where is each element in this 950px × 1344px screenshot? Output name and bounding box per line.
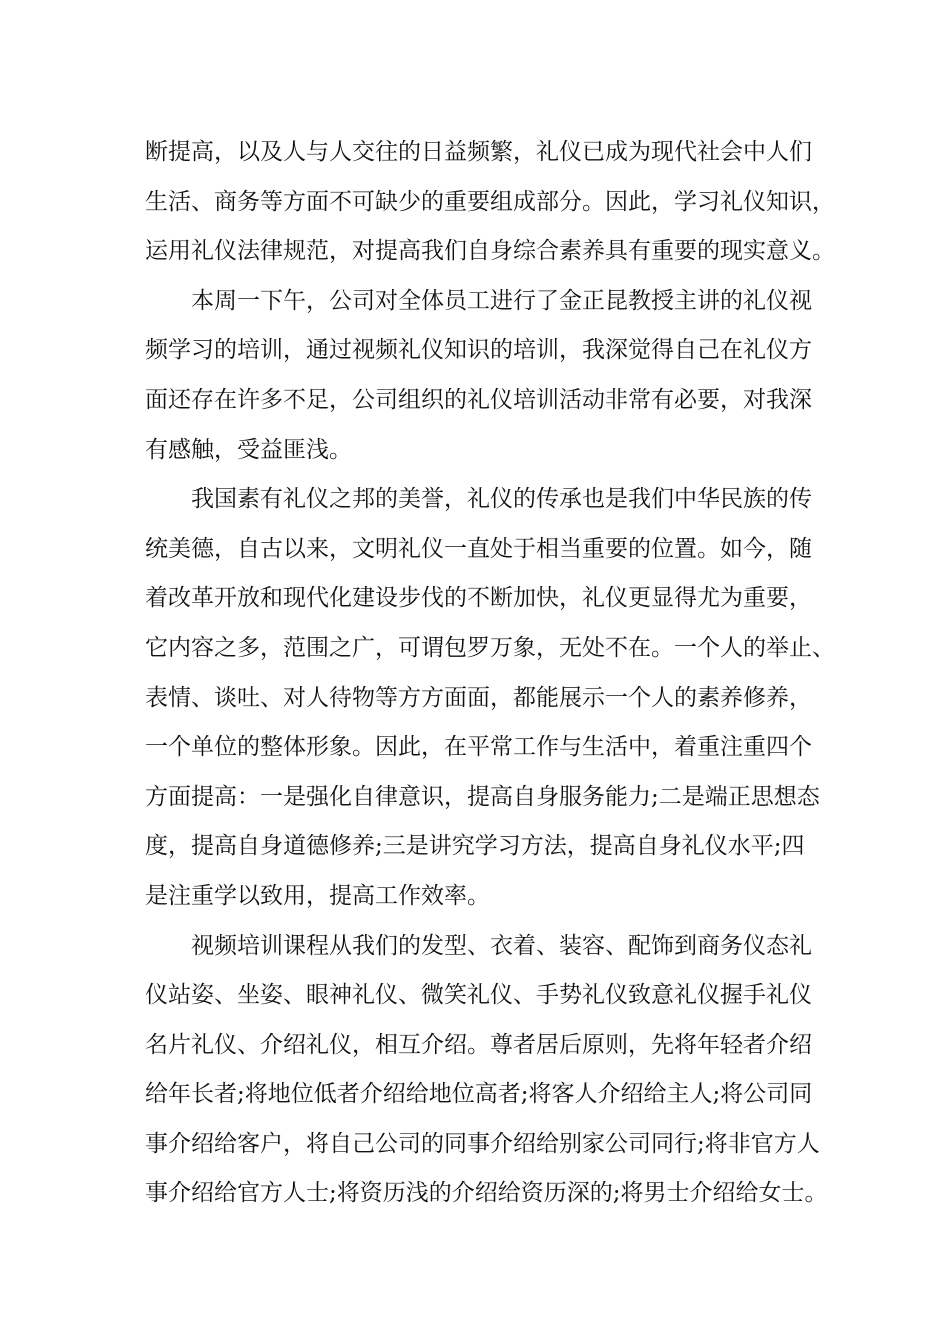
- text-line: 面还存在许多不足，公司组织的礼仪培训活动非常有必要，对我深: [145, 386, 812, 413]
- text-line: 频学习的培训，通过视频礼仪知识的培训，我深觉得自己在礼仪方: [145, 337, 812, 364]
- text-line: 统美德，自古以来，文明礼仪一直处于相当重要的位置。如今，随: [145, 535, 812, 562]
- paragraph-first-line: 本周一下午，公司对全体员工进行了金正昆教授主讲的礼仪视: [191, 287, 812, 314]
- paragraph-first-line: 我国素有礼仪之邦的美誉，礼仪的传承也是我们中华民族的传: [191, 486, 812, 513]
- text-line: 断提高，以及人与人交往的日益频繁，礼仪已成为现代社会中人们: [145, 139, 812, 165]
- text-line: 有感触，受益匪浅。: [145, 436, 352, 463]
- text-line: 表情、谈吐、对人待物等方方面面，都能展示一个人的素养修养，: [145, 684, 812, 711]
- body-text: [145, 128, 835, 1219]
- text-line: 着改革开放和现代化建设步伐的不断加快，礼仪更显得尤为重要，: [145, 585, 812, 612]
- paragraph-first-line: 视频培训课程从我们的发型、衣着、装容、配饰到商务仪态礼: [191, 932, 812, 959]
- text-line: 一个单位的整体形象。因此，在平常工作与生活中，着重注重四个: [145, 734, 812, 761]
- text-line: 方面提高：一是强化自律意识，提高自身服务能力;二是端正思想态: [145, 783, 820, 810]
- text-line: 名片礼仪、介绍礼仪，相互介绍。尊者居后原则，先将年轻者介绍: [145, 1031, 812, 1058]
- text-line: 生活、商务等方面不可缺少的重要组成部分。因此，学习礼仪知识，: [145, 188, 835, 215]
- text-line: 运用礼仪法律规范，对提高我们自身综合素养具有重要的现实意义。: [145, 238, 835, 265]
- text-line: 事介绍给客户，将自己公司的同事介绍给别家公司同行;将非官方人: [145, 1130, 820, 1157]
- text-line: 仪站姿、坐姿、眼神礼仪、微笑礼仪、手势礼仪致意礼仪握手礼仪: [145, 982, 812, 1009]
- text-line: 给年长者;将地位低者介绍给地位高者;将客人介绍给主人;将公司同: [145, 1081, 813, 1108]
- text-line: 度，提高自身道德修养;三是讲究学习方法，提高自身礼仪水平;四: [145, 833, 805, 860]
- text-line: 它内容之多，范围之广，可谓包罗万象，无处不在。一个人的举止、: [145, 634, 835, 661]
- text-line: 是注重学以致用，提高工作效率。: [145, 882, 490, 909]
- text-line: 事介绍给官方人士;将资历浅的介绍给资历深的;将男士介绍给女士。: [145, 1180, 828, 1207]
